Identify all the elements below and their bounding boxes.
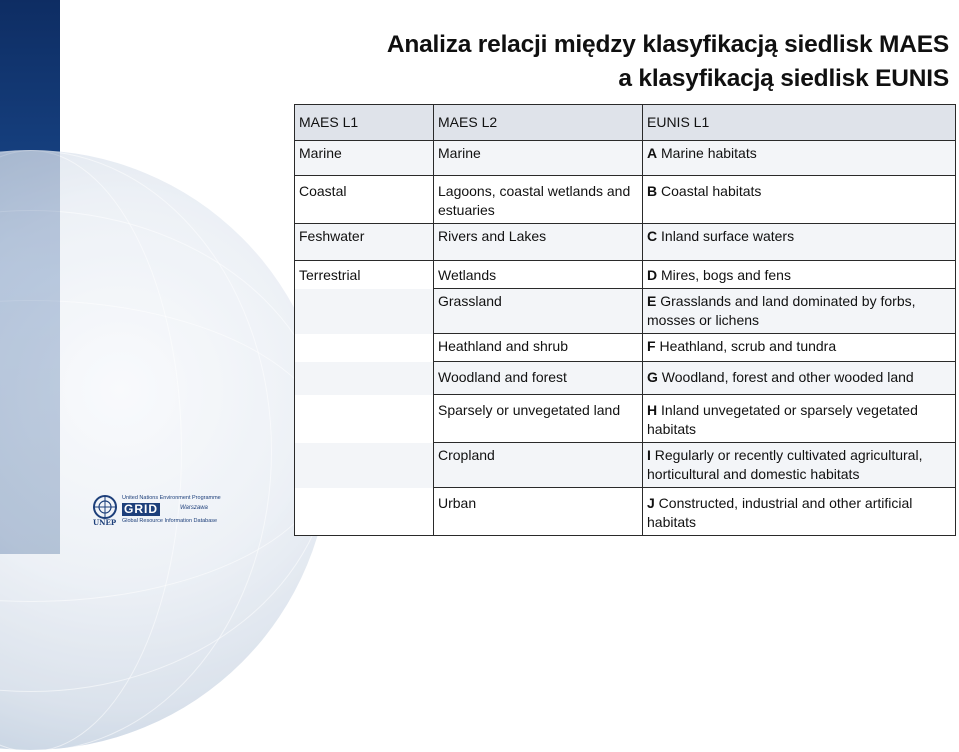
cell-eunis (643, 395, 956, 443)
warsaw-label: Warszawa (180, 505, 208, 511)
cell-maes-l2: Rivers and Lakes (434, 224, 643, 261)
cell-maes-l2: Sparsely or unvegetated land (434, 395, 643, 443)
eunis-code: H (647, 402, 658, 418)
eunis-code: D (647, 267, 658, 283)
cell-eunis (643, 176, 956, 224)
table-row (295, 224, 956, 261)
cell-maes-l2: Heathland and shrub (434, 334, 643, 362)
table-row (295, 261, 956, 289)
header-eunis-l1: EUNIS L1 (643, 105, 956, 141)
un-emblem-icon (92, 494, 118, 520)
cell-maes-l2: Grassland (434, 289, 643, 334)
table-row (295, 141, 956, 176)
cell-maes-l2: Woodland and forest (434, 362, 643, 395)
eunis-code: F (647, 338, 656, 354)
cell-eunis (643, 362, 956, 395)
table-row (295, 443, 956, 488)
eunis-label: Grasslands and land dominated by forbs, mosses or lichens (647, 293, 916, 328)
header-maes-l2: MAES L2 (434, 105, 643, 141)
cell-maes-l1 (295, 443, 434, 488)
globe-background-image (0, 150, 330, 750)
cell-eunis (643, 334, 956, 362)
page-title (249, 28, 949, 96)
table-row (295, 334, 956, 362)
cell-eunis (643, 289, 956, 334)
cell-maes-l1 (295, 488, 434, 536)
classification-table (294, 104, 956, 536)
cell-eunis (643, 261, 956, 289)
cell-eunis (643, 443, 956, 488)
table-header-row (295, 105, 956, 141)
cell-eunis (643, 488, 956, 536)
cell-maes-l1 (295, 362, 434, 395)
cell-maes-l1: Marine (295, 141, 434, 176)
cell-maes-l1: Feshwater (295, 224, 434, 261)
cell-eunis (643, 141, 956, 176)
unep-full-label: United Nations Environment Programme (122, 495, 221, 501)
eunis-code: C (647, 228, 658, 244)
cell-maes-l1 (295, 395, 434, 443)
title-line-2: a klasyfikacją siedlisk EUNIS (618, 65, 949, 92)
table-row (295, 176, 956, 224)
table-row (295, 488, 956, 536)
unep-label: UNEP (93, 518, 117, 527)
cell-maes-l1 (295, 289, 434, 334)
eunis-label: Coastal habitats (657, 183, 762, 199)
eunis-code: A (647, 145, 658, 161)
eunis-code: B (647, 183, 658, 199)
eunis-label: Constructed, industrial and other artificial habitats (647, 495, 913, 530)
cell-maes-l2: Wetlands (434, 261, 643, 289)
table-row (295, 289, 956, 334)
eunis-code: G (647, 369, 658, 385)
unep-grid-logo (92, 494, 232, 528)
eunis-code: I (647, 447, 651, 463)
eunis-label: Marine habitats (657, 145, 757, 161)
eunis-label: Regularly or recently cultivated agricultural, horticultural and domestic habitats (647, 447, 923, 482)
cell-maes-l2: Lagoons, coastal wetlands and estuaries (434, 176, 643, 224)
cell-maes-l2: Cropland (434, 443, 643, 488)
grid-label: GRID (124, 502, 158, 516)
header-maes-l1: MAES L1 (295, 105, 434, 141)
cell-maes-l2: Urban (434, 488, 643, 536)
eunis-label: Inland surface waters (657, 228, 795, 244)
cell-maes-l1 (295, 334, 434, 362)
eunis-label: Inland unvegetated or sparsely vegetated habitats (647, 402, 918, 437)
cell-maes-l2: Marine (434, 141, 643, 176)
cell-maes-l1: Coastal (295, 176, 434, 224)
eunis-code: J (647, 495, 655, 511)
eunis-label: Mires, bogs and fens (657, 267, 791, 283)
table-row (295, 362, 956, 395)
eunis-label: Woodland, forest and other wooded land (657, 369, 914, 385)
table-row (295, 395, 956, 443)
grid-full-label: Global Resource Information Database (122, 518, 218, 524)
eunis-label: Heathland, scrub and tundra (655, 338, 837, 354)
cell-eunis (643, 224, 956, 261)
title-line-1: Analiza relacji między klasyfikacją siedlisk MAES (386, 31, 949, 58)
eunis-code: E (647, 293, 657, 309)
cell-maes-l1: Terrestrial (295, 261, 434, 289)
